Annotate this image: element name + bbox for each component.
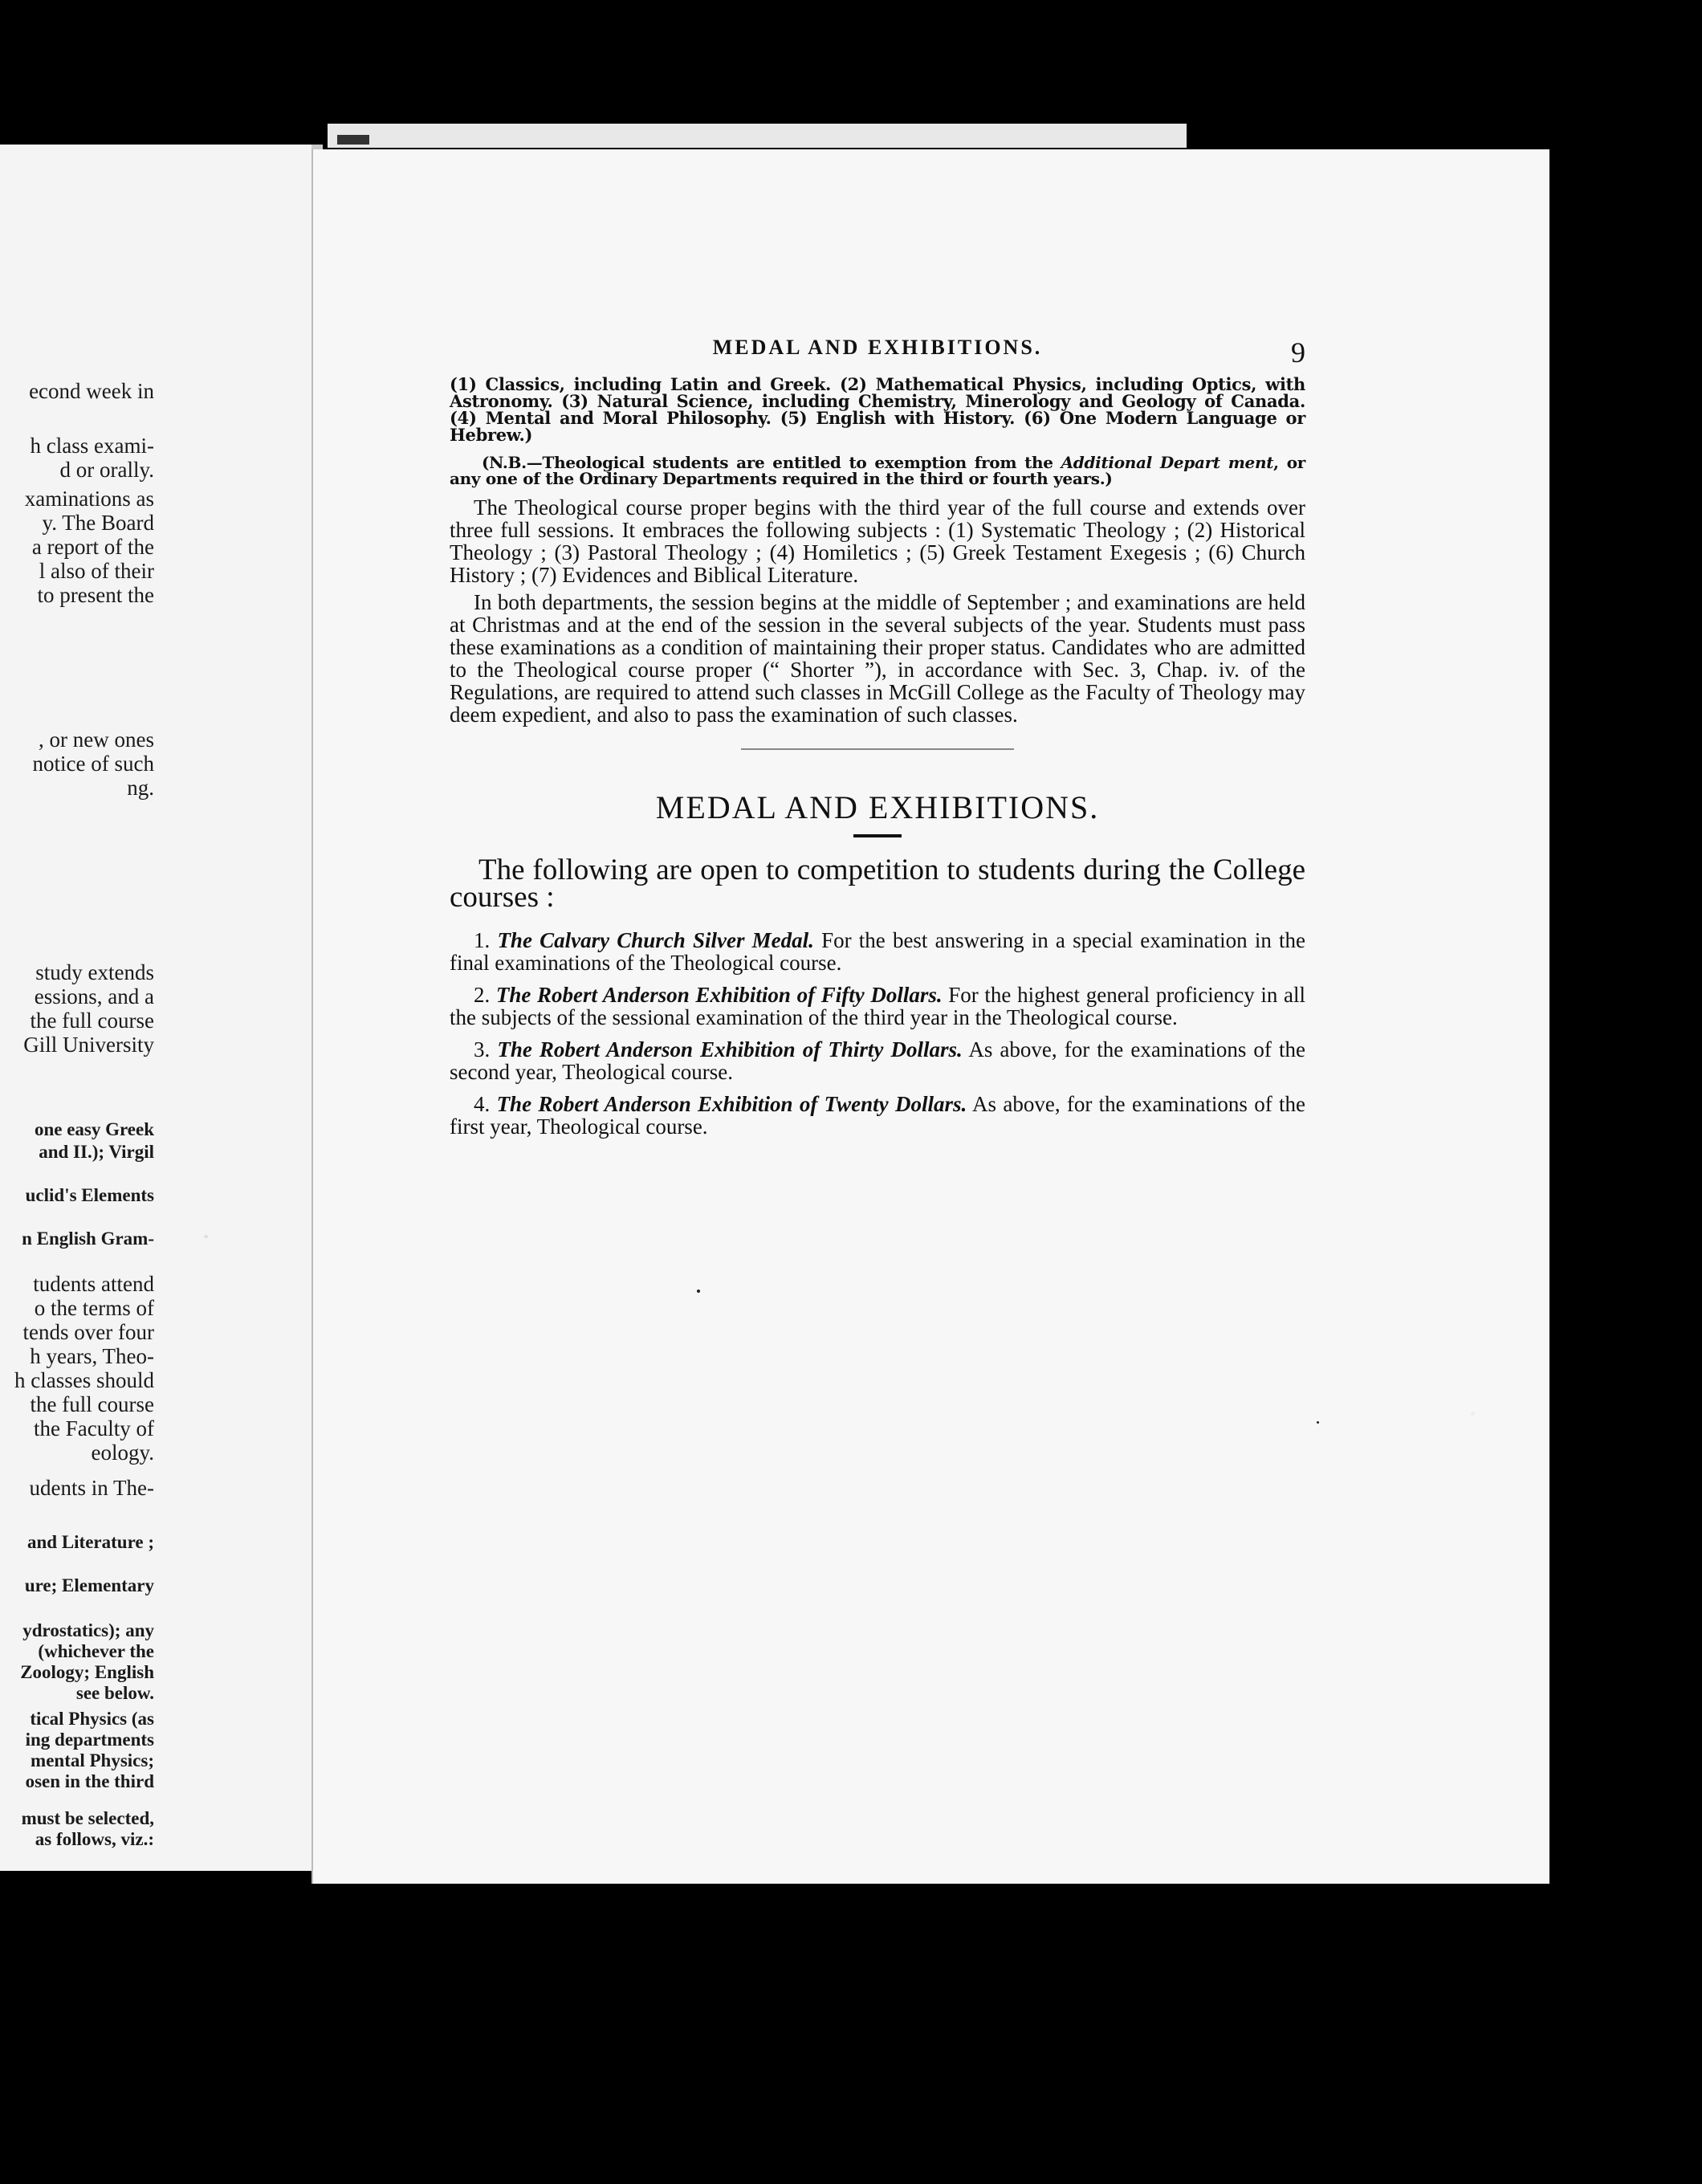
left-text-line: d or orally. xyxy=(59,458,154,482)
prize-name: The Robert Anderson Exhibition of Fifty Dollars. xyxy=(495,983,943,1007)
section-heading: MEDAL AND EXHIBITIONS. xyxy=(655,789,1100,825)
prize-name: The Calvary Church Silver Medal. xyxy=(497,928,814,952)
left-text-line: h class exami- xyxy=(30,434,154,458)
scan-speck xyxy=(697,1290,700,1293)
scan-speck xyxy=(204,1235,208,1238)
prize-name: The Robert Anderson Exhibition of Thirty Dollars. xyxy=(497,1037,963,1061)
prize-item xyxy=(450,929,1305,974)
nb-note xyxy=(450,454,1305,487)
left-text-line: tudents attend xyxy=(33,1272,154,1296)
prize-number: 2. xyxy=(474,983,491,1007)
left-text-line: econd week in xyxy=(29,379,154,403)
left-text-line: must be selected, xyxy=(21,1808,154,1828)
page-edge-mark xyxy=(337,135,369,145)
left-text-line: the full course xyxy=(30,1008,154,1033)
document-page xyxy=(311,149,1549,1884)
left-text-line: tends over four xyxy=(22,1320,154,1344)
left-text-line: notice of such xyxy=(32,752,154,776)
left-facing-page xyxy=(0,145,311,1871)
left-text-line: essions, and a xyxy=(34,984,154,1008)
left-text-line: the full course xyxy=(30,1392,154,1416)
heading-underline xyxy=(853,834,902,837)
prize-item xyxy=(450,1038,1305,1083)
left-text-line: a report of the xyxy=(31,535,154,559)
prize-number: 3. xyxy=(474,1037,491,1061)
prize-description: For the highest general proficiency in all the subjects of the sessional examination of the third year in the Theological course. xyxy=(450,983,1306,1029)
paragraph-theological-course: The Theological course proper begins with the third year of the full course and extends over three full sessions. It embraces the following subjects : (1) Systematic Theology ; (2) Historical Theology ; (3) Pastoral Theology ; (4) Homiletics ; (5) Greek Testament Exegesis ; (6) Church History ; (7) Evidences and Biblical Literature. xyxy=(450,495,1305,587)
prize-item xyxy=(450,1093,1305,1138)
nb-note-suffix: , or any one of the Ordinary Departments required in the third or fourth years.) xyxy=(450,453,1306,488)
left-text-line: ydrostatics); any xyxy=(22,1620,154,1640)
page-edge-strip xyxy=(328,124,1187,148)
section-divider xyxy=(741,748,1014,750)
left-text-line: , or new ones xyxy=(39,727,154,752)
paragraph-sessions: In both departments, the session begins at the middle of September ; and examinations are held at Christmas and at the end of the session in the several subjects of the year. Students must pass these examinations as a condition of maintaining their proper status. Candidates who are admitted to the Theological course proper (“ Shorter ”), in accordance with Sec. 3, Chap. iv. of the Regulations, are required to attend such classes in McGill College as the Faculty of Theology may deem expedient, and also to pass the examination of such classes. xyxy=(450,590,1305,727)
page-content xyxy=(450,336,1305,1147)
scan-speck xyxy=(1471,1412,1475,1416)
left-text-line: ng. xyxy=(127,776,154,800)
nb-note-prefix: (N.B.—Theological students are entitled to exemption from the xyxy=(482,453,1061,472)
left-text-line: ure; Elementary xyxy=(24,1575,154,1595)
prize-number: 4. xyxy=(474,1092,491,1116)
left-text-line: and II.); Virgil xyxy=(39,1142,154,1162)
left-text-line: udents in The- xyxy=(29,1476,154,1500)
prize-item xyxy=(450,984,1305,1029)
left-text-line: one easy Greek xyxy=(34,1119,154,1139)
scan-speck xyxy=(1317,1421,1319,1424)
page-number: 9 xyxy=(1291,336,1305,369)
running-head xyxy=(450,336,1305,376)
left-text-line: ing departments xyxy=(25,1730,154,1750)
left-text-line: to present the xyxy=(37,583,154,607)
left-text-line: eology. xyxy=(91,1440,154,1465)
left-text-line: uclid's Elements xyxy=(25,1185,154,1205)
left-text-line: tical Physics (as xyxy=(30,1709,154,1729)
left-text-line: (whichever the xyxy=(38,1641,154,1661)
left-text-line: see below. xyxy=(75,1683,154,1703)
departments-list: (1) Classics, including Latin and Greek. (2) Mathematical Physics, including Optics, with Astronomy. (3) Natural Science, including Chemistry, Minerology and Geology of Canada. (4) Mental and Moral Philosophy. (5) English with History. (6) One Modern Language or Hebrew.) xyxy=(450,374,1305,445)
left-text-line: y. The Board xyxy=(42,511,154,535)
left-text-line: mental Physics; xyxy=(31,1750,154,1770)
prize-description: As above, for the examinations of the second year, Theological course. xyxy=(450,1037,1305,1084)
left-text-line: as follows, viz.: xyxy=(35,1829,154,1849)
left-text-line: o the terms of xyxy=(34,1296,154,1320)
left-text-line: h years, Theo- xyxy=(30,1344,154,1368)
left-text-line: and Literature ; xyxy=(26,1532,154,1552)
section-intro: The following are open to competition to students during the College courses : xyxy=(450,854,1305,914)
prize-description: As above, for the examinations of the first year, Theological course. xyxy=(450,1092,1306,1139)
left-text-line: study extends xyxy=(35,960,154,984)
left-text-line: xaminations as xyxy=(24,487,154,511)
left-text-line: n English Gram- xyxy=(22,1228,154,1249)
nb-note-italic: Additional Depart ment xyxy=(1061,453,1274,472)
left-text-line: l also of their xyxy=(39,559,154,583)
left-text-line: Zoology; English xyxy=(20,1662,154,1682)
prize-number: 1. xyxy=(474,928,491,952)
left-text-line: osen in the third xyxy=(25,1771,154,1791)
left-text-line: h classes should xyxy=(14,1368,154,1392)
prize-name: The Robert Anderson Exhibition of Twenty Dollars. xyxy=(496,1092,967,1116)
running-title: MEDAL AND EXHIBITIONS. xyxy=(712,336,1043,359)
left-text-line: Gill University xyxy=(23,1033,154,1057)
left-text-line: the Faculty of xyxy=(34,1416,154,1440)
prize-description: For the best answering in a special examination in the final examinations of the Theological course. xyxy=(450,928,1306,975)
